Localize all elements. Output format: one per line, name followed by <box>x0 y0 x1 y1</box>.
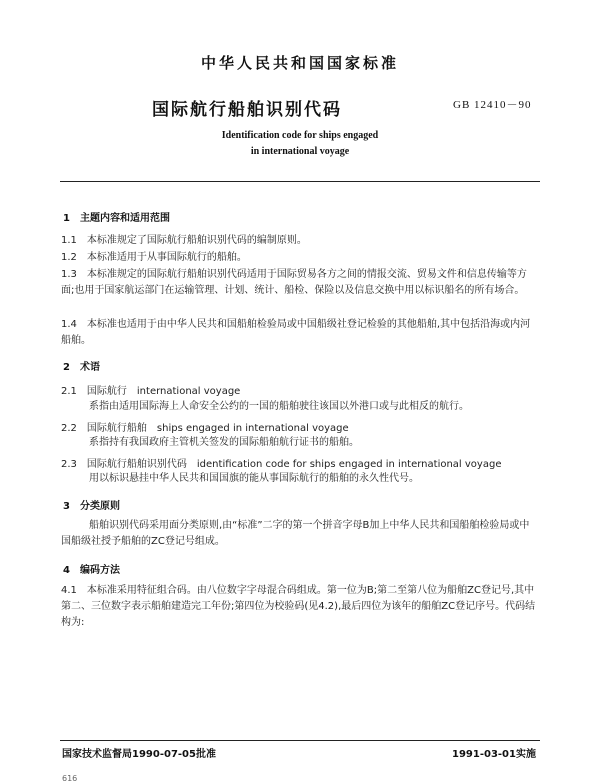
clause-4-1: 4.1 本标准采用特征组合码。由八位数字字母混合码组成。第一位为B;第二至第八位为船舶ZC登记号,其中第二、三位数字表示船舶建造完工年份;第四位为校验码(见4.2),最后四位为该年的船舶ZC登记序号。代码结构为: <box>61 585 536 628</box>
section-4-heading: 4 编码方法 <box>63 565 120 576</box>
page-number: 616 <box>62 774 78 783</box>
term-english: ships engaged in international voyage <box>156 423 349 434</box>
term-chinese: 国际航行船舶识别代码 <box>86 459 187 470</box>
term-2-1-definition: 系指由适用国际海上人命安全公约的一国的船舶驶往该国以外港口或与此相反的航行。 <box>89 401 469 412</box>
term-chinese: 国际航行 <box>86 386 127 397</box>
term-2-3-definition: 用以标识悬挂中华人民共和国国旗的能从事国际航行的船舶的永久性代号。 <box>89 473 419 484</box>
term-number: 2.3 <box>61 459 77 470</box>
footer-divider <box>60 740 540 741</box>
approval-line: 国家技术监督局1990-07-05批准 <box>62 749 216 760</box>
english-title-line-2: in international voyage <box>250 146 350 157</box>
term-english: identification code for ships engaged in international voyage <box>196 459 502 470</box>
term-2-3 <box>61 455 511 470</box>
term-2-2-definition: 系指持有我国政府主管机关签发的国际船舶航行证书的船舶。 <box>89 437 359 448</box>
section-2-heading: 2 术语 <box>63 362 100 373</box>
term-2-1 <box>61 382 250 397</box>
clause-1-1: 1.1 本标准规定了国际航行船舶识别代码的编制原则。 <box>61 235 307 246</box>
section-3-text: 船舶识别代码采用面分类原则,由“标准”二字的第一个拼音字母B加上中华人民共和国船舶检验局或中国船级社授予船舶的ZC登记号组成。 <box>61 520 530 547</box>
english-title-line-1: Identification code for ships engaged <box>221 130 379 141</box>
standard-code: GB 12410－90 <box>453 99 532 111</box>
section-1-heading: 1 主题内容和适用范围 <box>63 213 170 224</box>
term-english: international voyage <box>136 386 241 397</box>
term-number: 2.1 <box>61 386 77 397</box>
implementation-date: 1991-03-01实施 <box>452 749 536 760</box>
document-title: 国际航行船舶识别代码 <box>152 100 342 120</box>
term-chinese: 国际航行船舶 <box>86 423 147 434</box>
header-divider <box>60 181 540 182</box>
term-number: 2.2 <box>61 423 77 434</box>
clause-1-2: 1.2 本标准适用于从事国际航行的船舶。 <box>61 252 247 263</box>
standard-category: 中华人民共和国国家标准 <box>200 54 399 72</box>
clause-1-3: 1.3 本标准规定的国际航行船舶识别代码适用于国际贸易各方之间的情报交流、贸易文件和信息传输等方面;也用于国家航运部门在运输管理、计划、统计、船检、保险以及信息交换中用以标识船名的所有场合。 <box>61 269 527 296</box>
term-2-2 <box>61 419 359 434</box>
clause-1-4: 1.4 本标准也适用于由中华人民共和国船舶检验局或中国船级社登记检验的其他船舶,其中包括沿海或内河船舶。 <box>61 319 531 346</box>
section-3-heading: 3 分类原则 <box>63 501 120 512</box>
